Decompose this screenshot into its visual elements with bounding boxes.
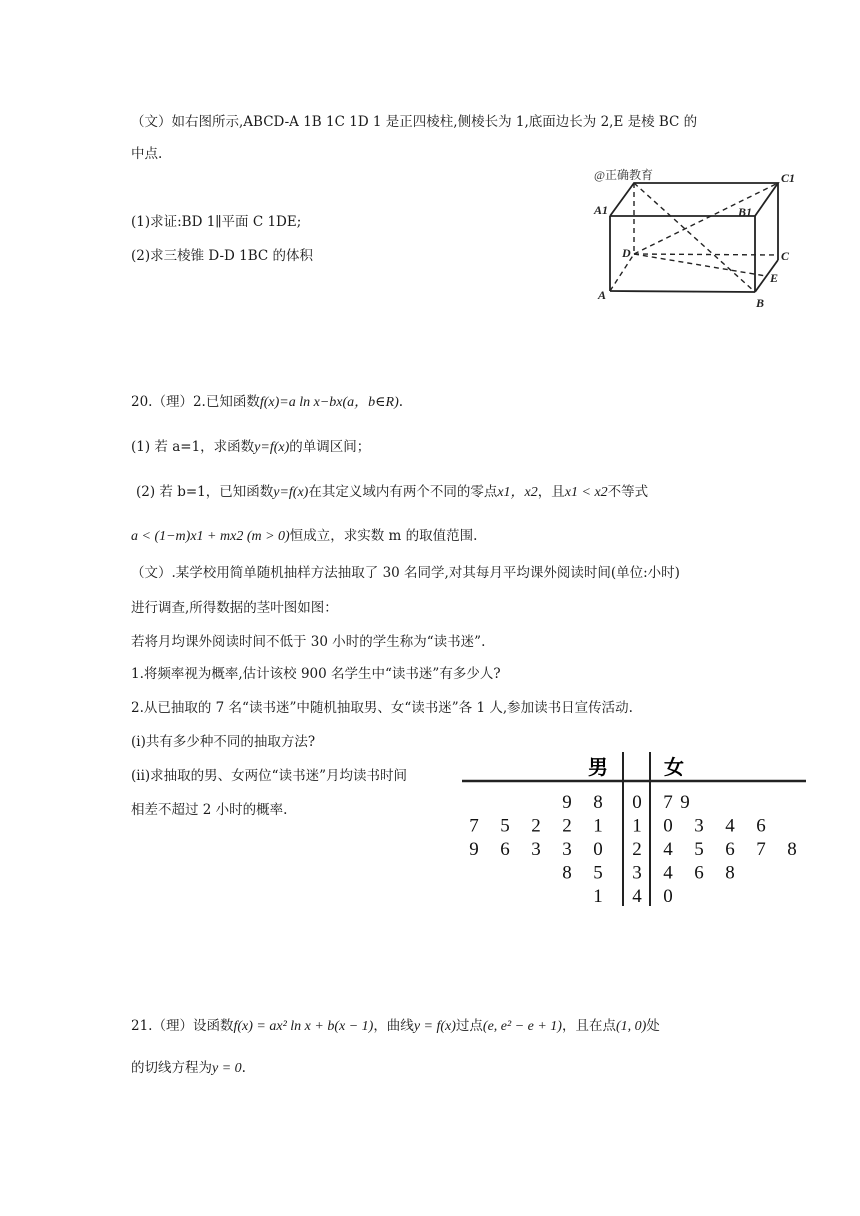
label-c: C — [781, 249, 790, 263]
problem-21-point2: (1, 0) — [615, 1019, 647, 1034]
problem-21-line1 — [131, 1016, 660, 1037]
problem-19-q1: (1)求证:BD 1∥平面 C 1DE; — [131, 214, 302, 230]
problem-20w-line3: 若将月均课外阅读时间不低于 30 小时的学生称为“读书迷”. — [131, 634, 486, 650]
label-a1: A1 — [594, 203, 609, 217]
part2-mid: 在其定义域内有两个不同的零点 — [308, 484, 498, 500]
header-male: 男 — [588, 757, 608, 779]
problem-20w-line8: 相差不超过 2 小时的概率. — [131, 802, 288, 818]
problem-20w-line6: (i)共有多少种不同的抽取方法? — [131, 734, 316, 750]
label-b: B — [756, 296, 765, 310]
female-leaf: 6 — [725, 839, 735, 860]
inequality-suffix: 恒成立，求实数 m 的取值范围. — [289, 528, 478, 544]
problem-21-line2-prefix: 的切线方程为 — [131, 1060, 212, 1076]
male-leaf: 8 — [562, 862, 572, 884]
female-leaf: 5 — [694, 839, 704, 860]
label-e: E — [770, 271, 779, 285]
male-leaf: 1 — [593, 815, 603, 837]
problem-21-line2-suffix: . — [241, 1060, 246, 1076]
problem-20w-line5: 2.从已抽取的 7 名“读书迷”中随机抽取男、女“读书迷”各 1 人,参加读书日宣传活动. — [131, 700, 633, 716]
part2-and: ，且 — [537, 484, 565, 500]
male-leaf: 9 — [562, 792, 572, 813]
inequality-formula: a < (1−m)x1 + mx2 (m > 0) — [131, 529, 290, 544]
female-leaf: 3 — [694, 815, 704, 837]
problem-20-part1 — [131, 437, 370, 458]
male-leaf: 2 — [531, 815, 541, 837]
part2-zeros: x1，x2 — [497, 485, 538, 500]
problem-20-part2 — [136, 482, 648, 503]
male-leaf: 2 — [562, 815, 572, 837]
problem-19-line1: （文）如右图所示,ABCD-A 1B 1C 1D 1 是正四棱柱,侧棱长为 1,底面边长为 2,E 是棱 BC 的 — [131, 114, 698, 130]
prism-figure — [590, 164, 806, 312]
stem-value: 3 — [632, 862, 642, 884]
part1-suffix: 的单调区间； — [289, 439, 371, 455]
female-leaf: 7 — [756, 839, 766, 860]
male-leaf: 0 — [593, 839, 603, 860]
problem-21-curve: y = f(x) — [413, 1019, 456, 1034]
female-leaf: 8 — [787, 839, 797, 860]
label-d: D — [622, 246, 631, 260]
part1-prefix: (1) 若 a=1，求函数 — [131, 439, 255, 455]
problem-21-line2 — [131, 1058, 246, 1079]
stem-leaf-plot — [456, 750, 810, 910]
problem-20w-line1: （文）.某学校用简单随机抽样方法抽取了 30 名同学,对其每月平均课外阅读时间(单位:小时) — [131, 565, 680, 581]
stem-value: 1 — [632, 815, 642, 837]
problem-20-formula: f(x)=a ln x−bx(a，b∈R) — [259, 395, 399, 410]
label-a: A — [598, 288, 607, 302]
female-leaf: 0 — [663, 815, 673, 837]
part2-prefix: (2) 若 b=1，已知函数 — [136, 484, 274, 500]
male-leaf: 5 — [593, 862, 603, 884]
problem-21-at: 处 — [646, 1018, 660, 1034]
problem-20-stem — [131, 392, 403, 413]
male-leaf: 8 — [593, 792, 603, 813]
part1-formula: y=f(x) — [254, 440, 290, 455]
problem-21-mid: ，曲线 — [373, 1018, 414, 1034]
problem-21-prefix: 21.（理）设函数 — [131, 1018, 234, 1034]
problem-19-line2: 中点. — [131, 146, 163, 162]
female-leaf: 6 — [694, 862, 704, 884]
part2-formula: y=f(x) — [273, 485, 309, 500]
problem-20w-line4: 1.将频率视为概率,估计该校 900 名学生中“读书迷”有多少人? — [131, 666, 501, 682]
problem-21-pass: 过点 — [455, 1018, 483, 1034]
problem-21-formula: f(x) = ax² ln x + b(x − 1) — [233, 1019, 374, 1034]
label-b1: B1 — [738, 205, 753, 219]
part2-end: 不等式 — [607, 484, 649, 500]
female-leaf: 7 — [663, 792, 673, 813]
male-leaf: 3 — [531, 839, 541, 860]
female-leaf: 4 — [725, 815, 735, 837]
stem-value: 2 — [632, 839, 642, 860]
problem-20-suffix: . — [398, 394, 404, 410]
female-leaf: 4 — [663, 862, 673, 884]
female-leaf: 0 — [663, 886, 673, 907]
female-leaf: 6 — [756, 815, 766, 837]
problem-20-inequality — [131, 526, 477, 547]
problem-19-q2: (2)求三棱锥 D-D 1BC 的体积 — [131, 248, 314, 264]
male-leaf: 6 — [500, 839, 510, 860]
problem-21-tangent: y = 0 — [212, 1061, 242, 1076]
male-leaf: 7 — [469, 815, 479, 837]
problem-21-and: ，且在点 — [561, 1018, 616, 1034]
male-leaf: 1 — [593, 886, 603, 907]
problem-20w-line2: 进行调查,所得数据的茎叶图如图： — [131, 600, 338, 616]
stem-value: 4 — [632, 886, 642, 907]
problem-20-prefix: 20.（理）2.已知函数 — [131, 394, 260, 410]
part2-cond: x1 < x2 — [564, 485, 608, 500]
header-female: 女 — [664, 757, 684, 779]
male-leaf: 3 — [562, 839, 572, 860]
male-leaf: 9 — [469, 839, 479, 860]
female-leaf: 8 — [725, 862, 735, 884]
female-leaf: 4 — [663, 839, 673, 860]
male-leaf: 5 — [500, 815, 510, 837]
stem-value: 0 — [632, 792, 642, 813]
female-leaf: 9 — [680, 792, 690, 813]
figure-watermark: @正确教育 — [594, 168, 654, 182]
label-c1: C1 — [781, 171, 796, 185]
problem-20w-line7: (ii)求抽取的男、女两位“读书迷”月均读书时间 — [131, 768, 407, 784]
problem-21-point: (e, e² − e + 1) — [482, 1019, 562, 1034]
